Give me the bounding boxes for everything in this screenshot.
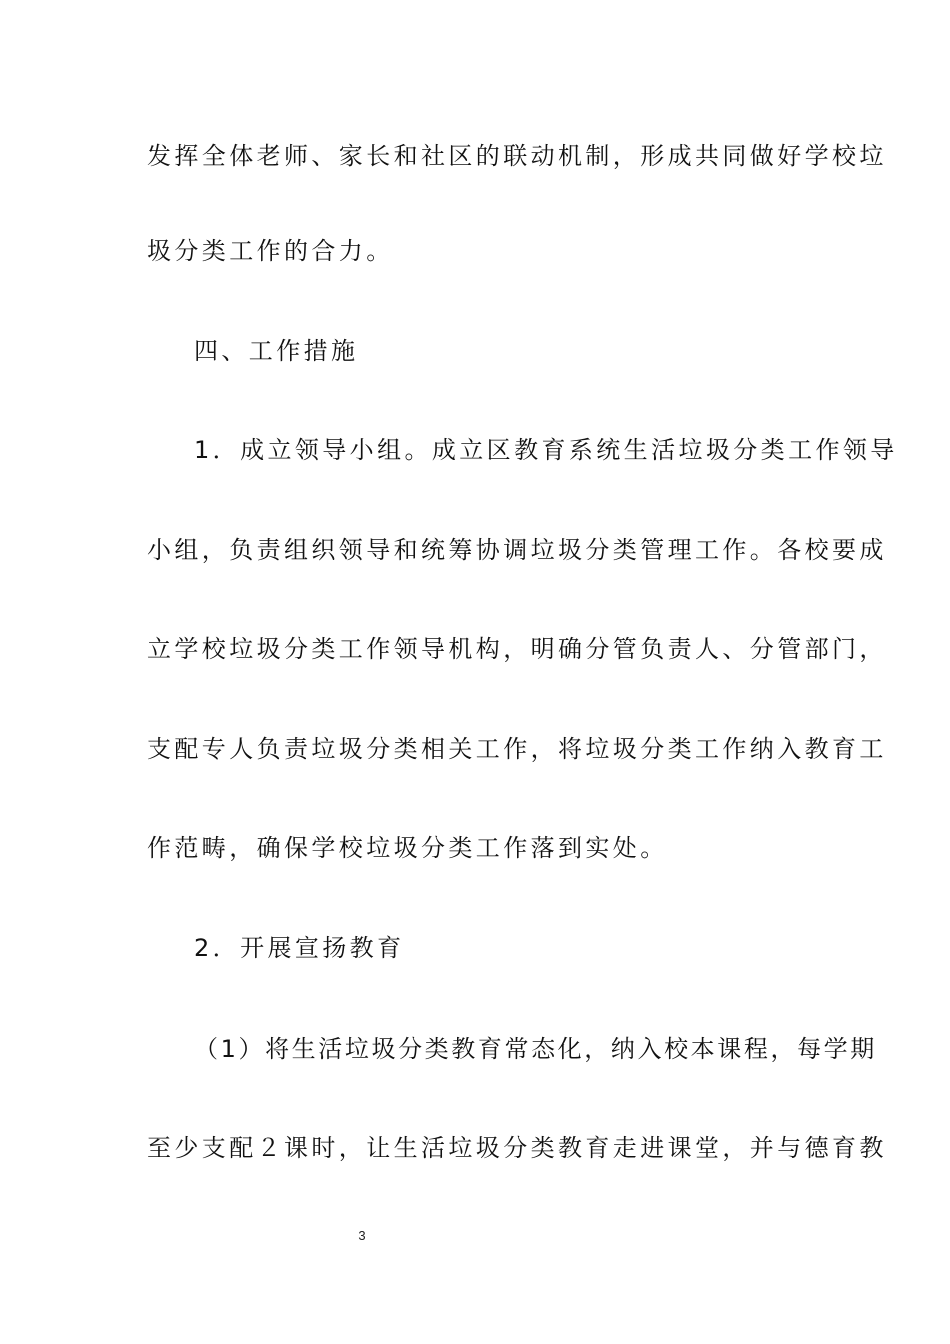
body-text-line: 支配专人负责垃圾分类相关工作，将垃圾分类工作纳入教育工: [147, 735, 887, 763]
body-text-line: 作范畴，确保学校垃圾分类工作落到实处。: [147, 834, 668, 862]
body-text-line: 至少支配２课时，让生活垃圾分类教育走进课堂，并与德育教: [147, 1134, 887, 1162]
body-text-line: 小组，负责组织领导和统筹协调垃圾分类管理工作。各校要成: [147, 536, 887, 564]
subsection-heading: 2．开展宣扬教育: [194, 934, 405, 962]
body-text-line: 圾分类工作的合力。: [147, 237, 394, 265]
page-number: 3: [358, 1228, 366, 1243]
section-heading: 四、工作措施: [194, 337, 359, 365]
body-text-line: 1．成立领导小组。成立区教育系统生活垃圾分类工作领导: [194, 436, 898, 464]
body-text-line: 发挥全体老师、家长和社区的联动机制，形成共同做好学校垃: [147, 142, 887, 170]
body-text-line: 立学校垃圾分类工作领导机构，明确分管负责人、分管部门，: [147, 635, 887, 663]
body-text-line: （1）将生活垃圾分类教育常态化，纳入校本课程，每学期: [194, 1035, 877, 1063]
